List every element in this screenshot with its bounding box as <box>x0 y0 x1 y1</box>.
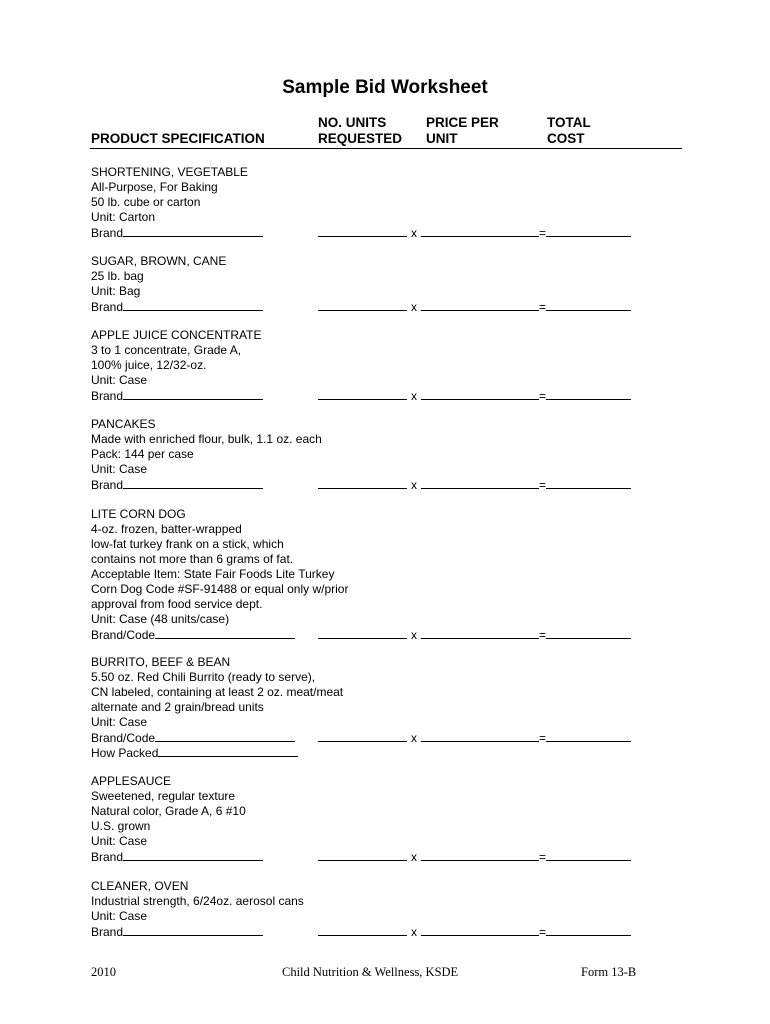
units-requested-blank[interactable] <box>318 849 407 861</box>
product-detail: All-Purpose, For Baking <box>91 180 218 194</box>
footer-year: 2010 <box>91 965 116 979</box>
product-detail: Unit: Bag <box>91 284 141 298</box>
price-per-unit-header <box>426 115 499 147</box>
product-spec-header-label: PRODUCT SPECIFICATION <box>91 131 265 146</box>
cost-calculation-row <box>318 477 631 493</box>
field-label: Brand/Code <box>91 731 156 745</box>
product-name: APPLE JUICE CONCENTRATE <box>91 328 262 342</box>
product-detail: Industrial strength, 6/24oz. aerosol cans <box>91 894 304 908</box>
equals-sign: = <box>539 850 547 864</box>
field-blank-line[interactable] <box>123 924 263 936</box>
multiply-sign: x <box>411 925 417 939</box>
price-per-unit-blank[interactable] <box>421 730 539 742</box>
field-blank-line[interactable] <box>123 477 263 489</box>
product-detail: Unit: Case <box>91 715 148 729</box>
units-requested-header <box>318 115 402 147</box>
field-label: Brand <box>91 850 124 864</box>
product-detail: Unit: Carton <box>91 210 156 224</box>
footer-center: Child Nutrition & Wellness, KSDE <box>282 965 459 979</box>
field-blank-line[interactable] <box>155 730 295 742</box>
multiply-sign: x <box>411 628 417 642</box>
product-item <box>91 254 263 314</box>
product-detail: CN labeled, containing at least 2 oz. meat/meat <box>91 685 344 699</box>
product-item <box>91 328 263 403</box>
field-label: Brand <box>91 925 124 939</box>
product-name: BURRITO, BEEF & BEAN <box>91 655 231 669</box>
total-header-line1: TOTAL <box>547 115 591 130</box>
product-detail: 5.50 oz. Red Chili Burrito (ready to serve), <box>91 670 316 684</box>
field-label: Brand <box>91 300 124 314</box>
units-requested-blank[interactable] <box>318 225 407 237</box>
fill-in-field <box>91 730 343 745</box>
field-label: How Packed <box>91 746 159 760</box>
equals-sign: = <box>539 226 547 240</box>
product-detail: Unit: Case <box>91 834 148 848</box>
fill-in-field <box>91 477 322 492</box>
field-label: Brand/Code <box>91 628 156 642</box>
product-detail: approval from food service dept. <box>91 597 263 611</box>
total-header-line2: COST <box>547 131 585 146</box>
product-spec-header <box>91 131 265 147</box>
fill-in-field <box>91 225 263 240</box>
total-cost-blank[interactable] <box>546 299 631 311</box>
footer-form-number: Form 13-B <box>581 965 637 979</box>
product-detail: Pack: 144 per case <box>91 447 194 461</box>
multiply-sign: x <box>411 731 417 745</box>
multiply-sign: x <box>411 226 417 240</box>
cost-calculation-row <box>318 730 631 746</box>
multiply-sign: x <box>411 478 417 492</box>
field-blank-line[interactable] <box>155 627 295 639</box>
product-item <box>91 417 322 492</box>
fill-in-field <box>91 627 348 642</box>
field-label: Brand <box>91 478 124 492</box>
product-detail: 4-oz. frozen, batter-wrapped <box>91 522 242 536</box>
product-name: PANCAKES <box>91 417 156 431</box>
fill-in-field <box>91 849 263 864</box>
fill-in-field <box>91 299 263 314</box>
cost-calculation-row <box>318 225 631 241</box>
units-requested-blank[interactable] <box>318 299 407 311</box>
product-name: SHORTENING, VEGETABLE <box>91 165 248 179</box>
equals-sign: = <box>539 478 547 492</box>
product-detail: Acceptable Item: State Fair Foods Lite Turkey <box>91 567 335 581</box>
units-header-line2: REQUESTED <box>318 131 403 146</box>
page-title: Sample Bid Worksheet <box>282 77 488 98</box>
product-detail: 50 lb. cube or carton <box>91 195 201 209</box>
cost-calculation-row <box>318 388 631 404</box>
price-per-unit-blank[interactable] <box>421 924 539 936</box>
fill-in-field <box>91 924 304 939</box>
product-detail: contains not more than 6 grams of fat. <box>91 552 294 566</box>
product-detail: Unit: Case <box>91 909 148 923</box>
price-header-line2: UNIT <box>426 131 458 146</box>
units-requested-blank[interactable] <box>318 388 407 400</box>
field-label: Brand <box>91 226 124 240</box>
equals-sign: = <box>539 731 547 745</box>
product-detail: Unit: Case <box>91 462 148 476</box>
product-detail: 100% juice, 12/32-oz. <box>91 358 207 372</box>
price-per-unit-blank[interactable] <box>421 627 539 639</box>
fill-in-field <box>91 745 343 760</box>
header-divider <box>90 148 682 149</box>
product-name: SUGAR, BROWN, CANE <box>91 254 227 268</box>
equals-sign: = <box>539 389 547 403</box>
product-detail: Sweetened, regular texture <box>91 789 236 803</box>
field-blank-line[interactable] <box>123 388 263 400</box>
product-detail: Unit: Case <box>91 373 148 387</box>
price-header-line1: PRICE PER <box>426 115 499 130</box>
units-header-line1: NO. UNITS <box>318 115 387 130</box>
field-label: Brand <box>91 389 124 403</box>
cost-calculation-row <box>318 849 631 865</box>
product-detail: Unit: Case (48 units/case) <box>91 612 230 626</box>
equals-sign: = <box>539 925 547 939</box>
product-detail: 25 lb. bag <box>91 269 144 283</box>
total-cost-blank[interactable] <box>546 730 631 742</box>
price-per-unit-blank[interactable] <box>421 225 539 237</box>
total-cost-blank[interactable] <box>546 388 631 400</box>
multiply-sign: x <box>411 300 417 314</box>
units-requested-blank[interactable] <box>318 627 407 639</box>
price-per-unit-blank[interactable] <box>421 849 539 861</box>
field-blank-line[interactable] <box>123 299 263 311</box>
product-detail: 3 to 1 concentrate, Grade A, <box>91 343 242 357</box>
product-detail: U.S. grown <box>91 819 151 833</box>
cost-calculation-row <box>318 924 631 940</box>
total-cost-blank[interactable] <box>546 477 631 489</box>
multiply-sign: x <box>411 850 417 864</box>
fill-in-field <box>91 388 263 403</box>
product-name: APPLESAUCE <box>91 774 172 788</box>
units-requested-blank[interactable] <box>318 477 407 489</box>
product-detail: Corn Dog Code #SF-91488 or equal only w/prior <box>91 582 349 596</box>
product-detail: Natural color, Grade A, 6 #10 <box>91 804 246 818</box>
price-per-unit-blank[interactable] <box>421 477 539 489</box>
product-item <box>91 165 263 240</box>
product-item <box>91 655 343 760</box>
product-item <box>91 774 263 864</box>
cost-calculation-row <box>318 299 631 315</box>
product-detail: Made with enriched flour, bulk, 1.1 oz. each <box>91 432 322 446</box>
total-cost-blank[interactable] <box>546 924 631 936</box>
total-cost-blank[interactable] <box>546 225 631 237</box>
multiply-sign: x <box>411 389 417 403</box>
equals-sign: = <box>539 628 547 642</box>
field-blank-line[interactable] <box>158 745 298 757</box>
field-blank-line[interactable] <box>123 225 263 237</box>
price-per-unit-blank[interactable] <box>421 299 539 311</box>
product-detail: low-fat turkey frank on a stick, which <box>91 537 284 551</box>
units-requested-blank[interactable] <box>318 924 407 936</box>
product-item <box>91 879 304 939</box>
product-name: LITE CORN DOG <box>91 507 186 521</box>
total-cost-blank[interactable] <box>546 627 631 639</box>
units-requested-blank[interactable] <box>318 730 407 742</box>
cost-calculation-row <box>318 627 631 643</box>
product-name: CLEANER, OVEN <box>91 879 189 893</box>
equals-sign: = <box>539 300 547 314</box>
total-cost-header <box>547 115 591 147</box>
total-cost-blank[interactable] <box>546 849 631 861</box>
field-blank-line[interactable] <box>123 849 263 861</box>
price-per-unit-blank[interactable] <box>421 388 539 400</box>
product-detail: alternate and 2 grain/bread units <box>91 700 264 714</box>
product-item <box>91 507 348 642</box>
